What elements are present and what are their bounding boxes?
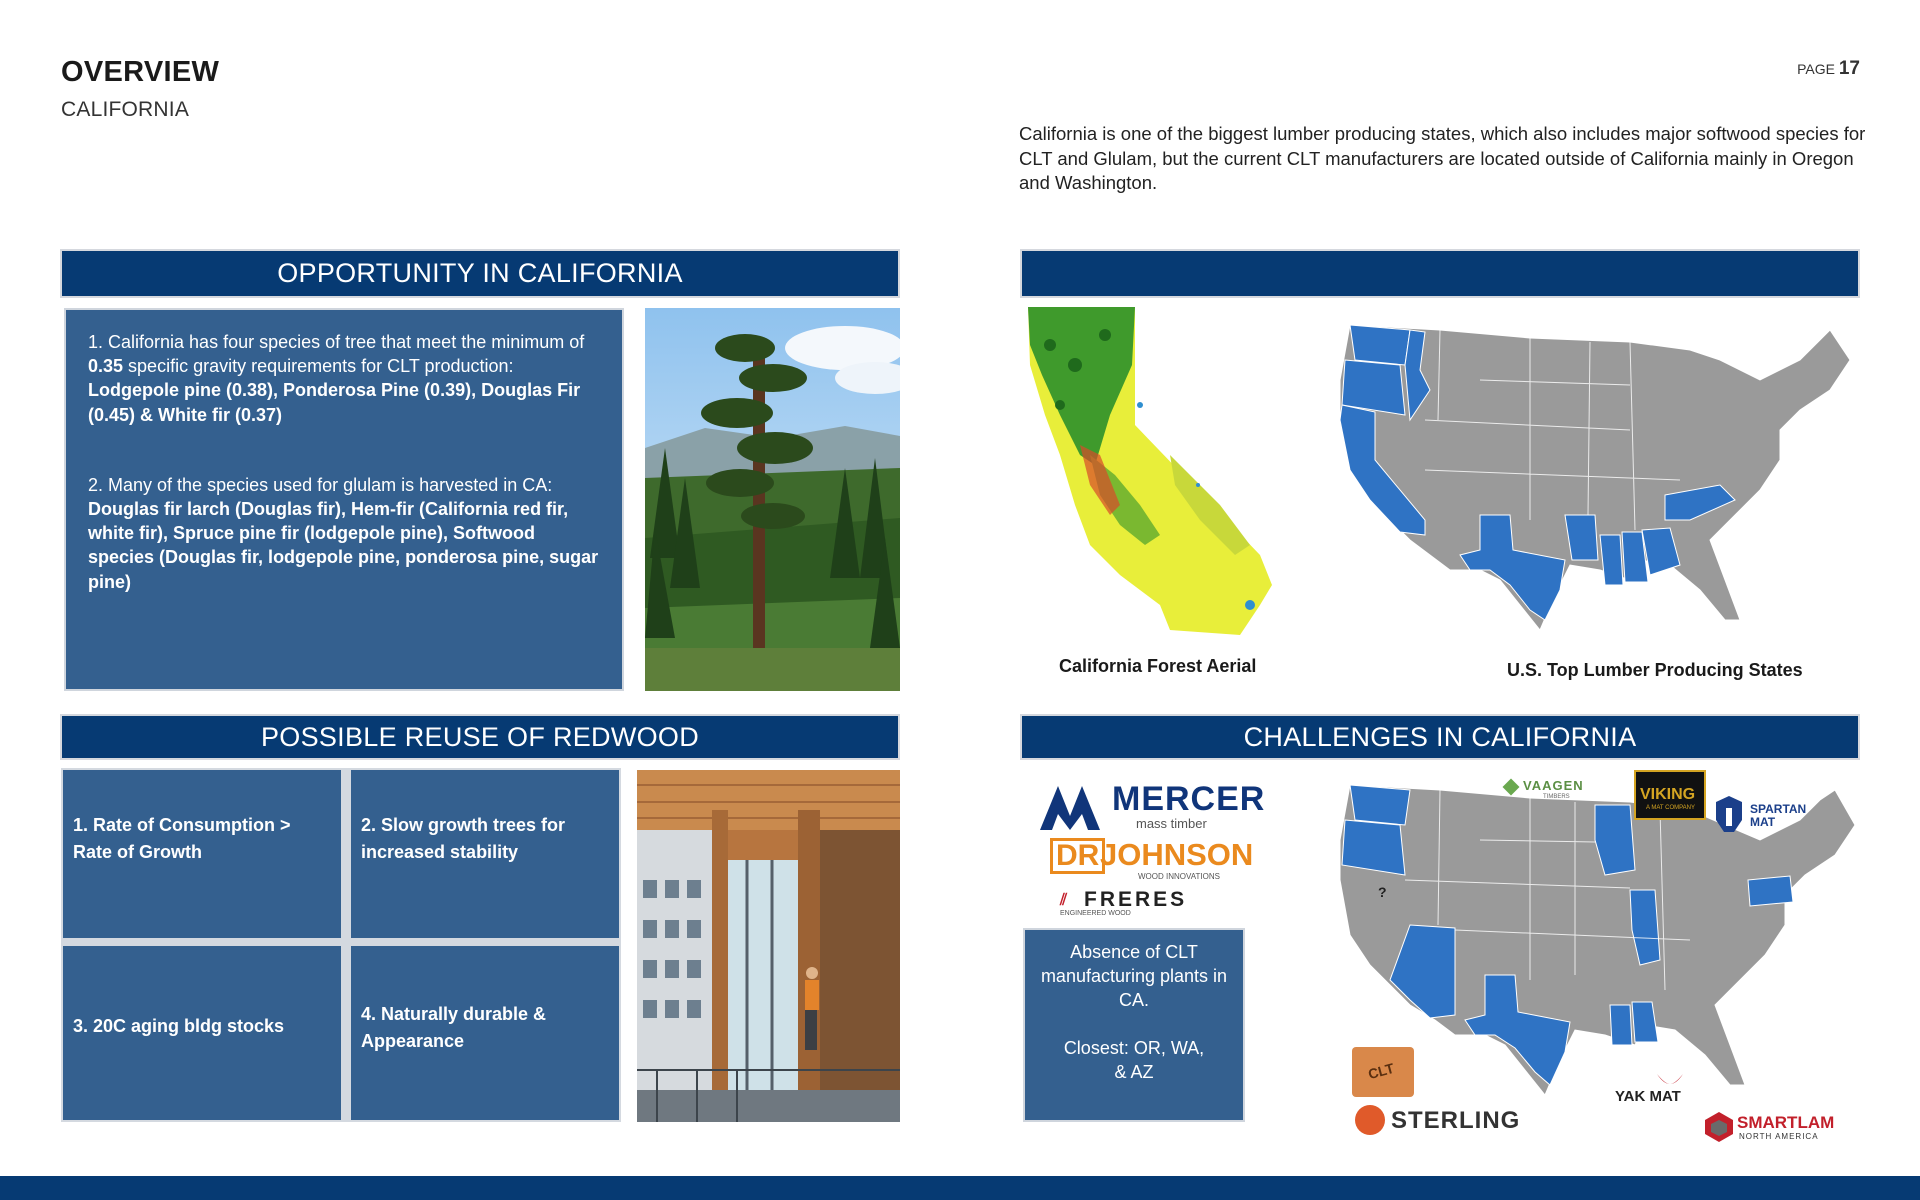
sterling-mark-icon: [1355, 1105, 1385, 1135]
clt-block-logo: CLT: [1352, 1047, 1414, 1097]
reuse-cell-1: 1. Rate of Consumption > Rate of Growth: [63, 770, 341, 938]
ca-map-caption: California Forest Aerial: [1059, 656, 1257, 676]
maps-heading-bar: [1020, 249, 1860, 298]
forest-photo: [645, 308, 900, 691]
state-washington: [1350, 785, 1410, 825]
freres-logo: ⫽ FRERES ENGINEERED WOOD: [1060, 888, 1188, 917]
timber-building-photo: [637, 770, 900, 1122]
page-label: PAGE: [1797, 61, 1835, 77]
opportunity-text-panel: [64, 308, 624, 691]
absence-panel: [1023, 928, 1245, 1122]
smartlam-logo: SMARTLAM NORTH AMERICA: [1705, 1112, 1860, 1146]
reuse-cell-3: 3. 20C aging bldg stocks: [63, 946, 341, 1120]
closest-states-text: Closest: OR, WA, & AZ: [1063, 1038, 1205, 1082]
viking-logo: VIKING A MAT COMPANY: [1634, 770, 1706, 820]
state-oregon: [1342, 820, 1405, 875]
mercer-mark-icon: [1040, 786, 1108, 830]
reuse-cell-4: 4. Naturally durable & Appearance: [351, 946, 619, 1120]
sterling-logo: STERLING: [1355, 1105, 1535, 1139]
opportunity-point-1: 1. California has four species of tree that meet the minimum of 0.35 specific gravity requirements for CLT production: Lodgepole pine (0.38), Ponderosa Pine (0.39), Douglas Fir (0.45) & White fir (0.37): [88, 332, 585, 425]
us-lumber-map: [1330, 320, 1860, 645]
footer-bar: [0, 1176, 1920, 1200]
vaagen-mark-icon: [1503, 779, 1520, 796]
spartan-helmet-icon: [1712, 794, 1746, 834]
page-subtitle: CALIFORNIA: [61, 98, 190, 121]
page-title: OVERVIEW: [61, 56, 220, 88]
state-mississippi: [1600, 535, 1623, 585]
freres-mark-icon: ⫽: [1060, 892, 1068, 909]
state-mississippi: [1610, 1005, 1632, 1045]
opportunity-heading: OPPORTUNITY IN CALIFORNIA: [60, 249, 900, 298]
challenges-heading: CHALLENGES IN CALIFORNIA: [1020, 714, 1860, 760]
page-number: [1797, 58, 1860, 80]
reuse-grid: [61, 768, 621, 1122]
reuse-heading: POSSIBLE REUSE OF REDWOOD: [60, 714, 900, 760]
vaagen-logo: VAAGEN TIMBERS: [1505, 778, 1595, 804]
drjohnson-logo: DR JOHNSON WOOD INNOVATIONS: [1050, 838, 1230, 882]
california-forest-map: [1020, 305, 1310, 635]
reuse-cell-2: 2. Slow growth trees for increased stability: [351, 770, 619, 938]
yakmat-logo: YAK MAT: [1615, 1072, 1725, 1106]
spartan-logo: SPARTAN MAT: [1712, 794, 1812, 838]
smartlam-mark-icon: [1705, 1112, 1733, 1142]
us-map-caption: U.S. Top Lumber Producing States: [1507, 660, 1803, 680]
page-number-value: 17: [1838, 58, 1860, 79]
opportunity-point-2: 2. Many of the species used for glulam is harvested in CA: Douglas fir larch (Douglas fir), Hem-fir (California red fir, white fir), Spruce pine fir (lodgepole pine), Softwood species (Douglas fir, lodgepole pine, ponderosa pine, sugar pine): [88, 474, 599, 592]
state-washington: [1350, 325, 1410, 365]
intro-paragraph: California is one of the biggest lumber producing states, which also includes major softwood species for CLT and Glulam, but the current CLT manufacturers are located outside of California mainly in Oregon and Washington.: [1019, 123, 1866, 193]
question-mark: ?: [1378, 884, 1387, 900]
absence-text: Absence of CLT manufacturing plants in CA.: [1040, 942, 1228, 1010]
state-pennsylvania: [1748, 876, 1793, 906]
